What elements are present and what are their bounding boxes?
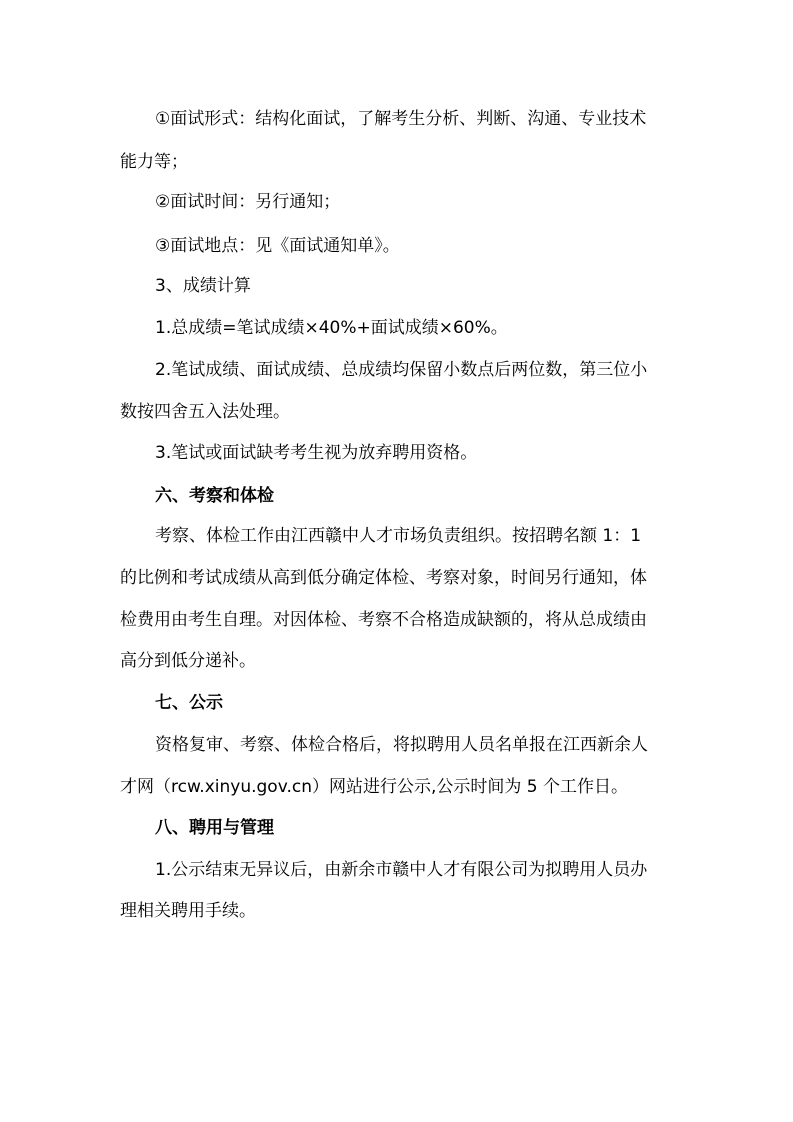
interview-time-line: ②面试时间：另行通知； (155, 192, 341, 212)
publicity-paragraph-line-2: 才网（rcw.xinyu.gov.cn）网站进行公示,公示时间为 5 个工作日。 (120, 777, 628, 797)
inspection-paragraph-line-1: 考察、体检工作由江西赣中人才市场负责组织。按招聘名额 1：1 (155, 526, 642, 546)
section-heading-inspection: 六、考察和体检 (155, 486, 274, 506)
publicity-paragraph-line-1: 资格复审、考察、体检合格后，将拟聘用人员名单报在江西新余人 (155, 735, 648, 755)
interview-format-continuation: 能力等； (120, 152, 188, 172)
inspection-paragraph-line-4: 高分到低分递补。 (120, 651, 256, 671)
total-score-formula: 1.总成绩=笔试成绩×40%+面试成绩×60%。 (155, 318, 508, 338)
absence-rule-line: 3.笔试或面试缺考考生视为放弃聘用资格。 (155, 443, 478, 463)
employment-paragraph-line-2: 理相关聘用手续。 (120, 901, 256, 921)
score-calculation-heading: 3、成绩计算 (155, 276, 251, 296)
section-heading-publicity: 七、公示 (155, 693, 223, 713)
score-rounding-continuation: 数按四舍五入法处理。 (120, 402, 290, 422)
inspection-paragraph-line-3: 检费用由考生自理。对因体检、考察不合格造成缺额的，将从总成绩由 (120, 610, 647, 630)
interview-location-line: ③面试地点：见《面试通知单》。 (155, 236, 400, 256)
inspection-paragraph-line-2: 的比例和考试成绩从高到低分确定体检、考察对象，时间另行通知，体 (120, 568, 647, 588)
score-rounding-line: 2.笔试成绩、面试成绩、总成绩均保留小数点后两位数，第三位小 (155, 360, 648, 380)
section-heading-employment: 八、聘用与管理 (155, 818, 274, 838)
interview-format-line: ①面试形式：结构化面试，了解考生分析、判断、沟通、专业技术 (155, 109, 647, 129)
employment-paragraph-line-1: 1.公示结束无异议后，由新余市赣中人才有限公司为拟聘用人员办 (155, 860, 648, 880)
